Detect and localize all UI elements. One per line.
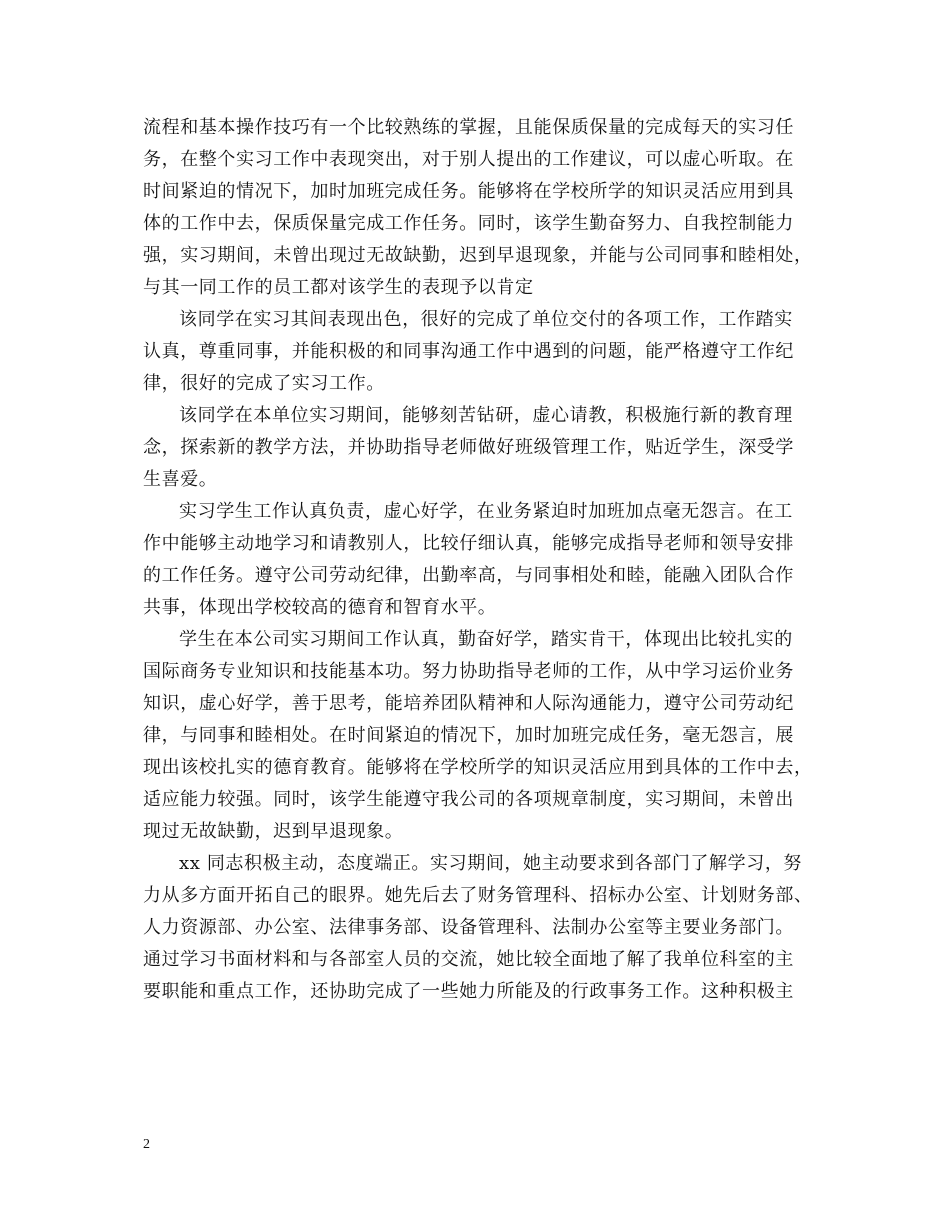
text-line: 流程和基本操作技巧有一个比较熟练的掌握，且能保质保量的完成每天的实习任: [143, 117, 794, 138]
text-line: 时间紧迫的情况下，加时加班完成任务。能够将在学校所学的知识灵活应用到具: [143, 181, 794, 202]
text-line: 适应能力较强。同时，该学生能遵守我公司的各项规章制度，实习期间，未曾出: [143, 789, 794, 810]
text-line: 力从多方面开拓自己的眼界。她先后去了财务管理科、招标办公室、计划财务部、: [143, 885, 813, 906]
text-line: 学生在本公司实习期间工作认真，勤奋好学，踏实肯干，体现出比较扎实的: [179, 629, 793, 650]
text-line: 人力资源部、办公室、法律事务部、设备管理科、法制办公室等主要业务部门。: [143, 917, 794, 938]
paragraph-1: [143, 112, 815, 304]
paragraph-5: [143, 624, 815, 848]
text-line: 务，在整个实习工作中表现突出，对于别人提出的工作建议，可以虚心听取。在: [143, 149, 794, 170]
text-line: 认真，尊重同事，并能积极的和同事沟通工作中遇到的问题，能严格遵守工作纪: [143, 341, 794, 362]
text-line: xx 同志积极主动，态度端正。实习期间，她主动要求到各部门了解学习，努: [179, 853, 803, 874]
text-line: 通过学习书面材料和与各部室人员的交流，她比较全面地了解了我单位科室的主: [143, 949, 794, 970]
text-line: 国际商务专业知识和技能基本功。努力协助指导老师的工作，从中学习运价业务: [143, 661, 794, 682]
text-line: 与其一同工作的员工都对该学生的表现予以肯定: [143, 277, 534, 298]
text-line: 共事，体现出学校较高的德育和智育水平。: [143, 597, 497, 618]
text-line: 生喜爱。: [143, 469, 218, 490]
text-line: 念，探索新的教学方法，并协助指导老师做好班级管理工作，贴近学生，深受学: [143, 437, 794, 458]
text-line: 作中能够主动地学习和请教别人，比较仔细认真，能够完成指导老师和领导安排: [143, 533, 794, 554]
document-body: [143, 112, 815, 1008]
text-line: 体的工作中去，保质保量完成工作任务。同时，该学生勤奋努力、自我控制能力: [143, 213, 794, 234]
paragraph-6: [143, 848, 815, 1008]
text-line: 律，很好的完成了实习工作。: [143, 373, 385, 394]
text-line: 该同学在实习其间表现出色，很好的完成了单位交付的各项工作，工作踏实: [179, 309, 793, 330]
text-line: 强，实习期间，未曾出现过无故缺勤，迟到早退现象，并能与公司同事和睦相处，: [143, 245, 813, 266]
text-line: 知识，虚心好学，善于思考，能培养团队精神和人际沟通能力，遵守公司劳动纪: [143, 693, 794, 714]
text-line: 的工作任务。遵守公司劳动纪律，出勤率高，与同事相处和睦，能融入团队合作: [143, 565, 794, 586]
paragraph-2: [143, 304, 815, 400]
text-line: 现过无故缺勤，迟到早退现象。: [143, 821, 404, 842]
page-number: 2: [143, 1137, 150, 1152]
text-line: 要职能和重点工作，还协助完成了一些她力所能及的行政事务工作。这种积极主: [143, 981, 794, 1002]
paragraph-3: [143, 400, 815, 496]
paragraph-4: [143, 496, 815, 624]
text-line: 律，与同事和睦相处。在时间紧迫的情况下，加时加班完成任务，毫无怨言，展: [143, 725, 794, 746]
text-line: 该同学在本单位实习期间，能够刻苦钻研，虚心请教，积极施行新的教育理: [179, 405, 793, 426]
text-line: 现出该校扎实的德育教育。能够将在学校所学的知识灵活应用到具体的工作中去，: [143, 757, 813, 778]
text-line: 实习学生工作认真负责，虚心好学，在业务紧迫时加班加点毫无怨言。在工: [179, 501, 793, 522]
